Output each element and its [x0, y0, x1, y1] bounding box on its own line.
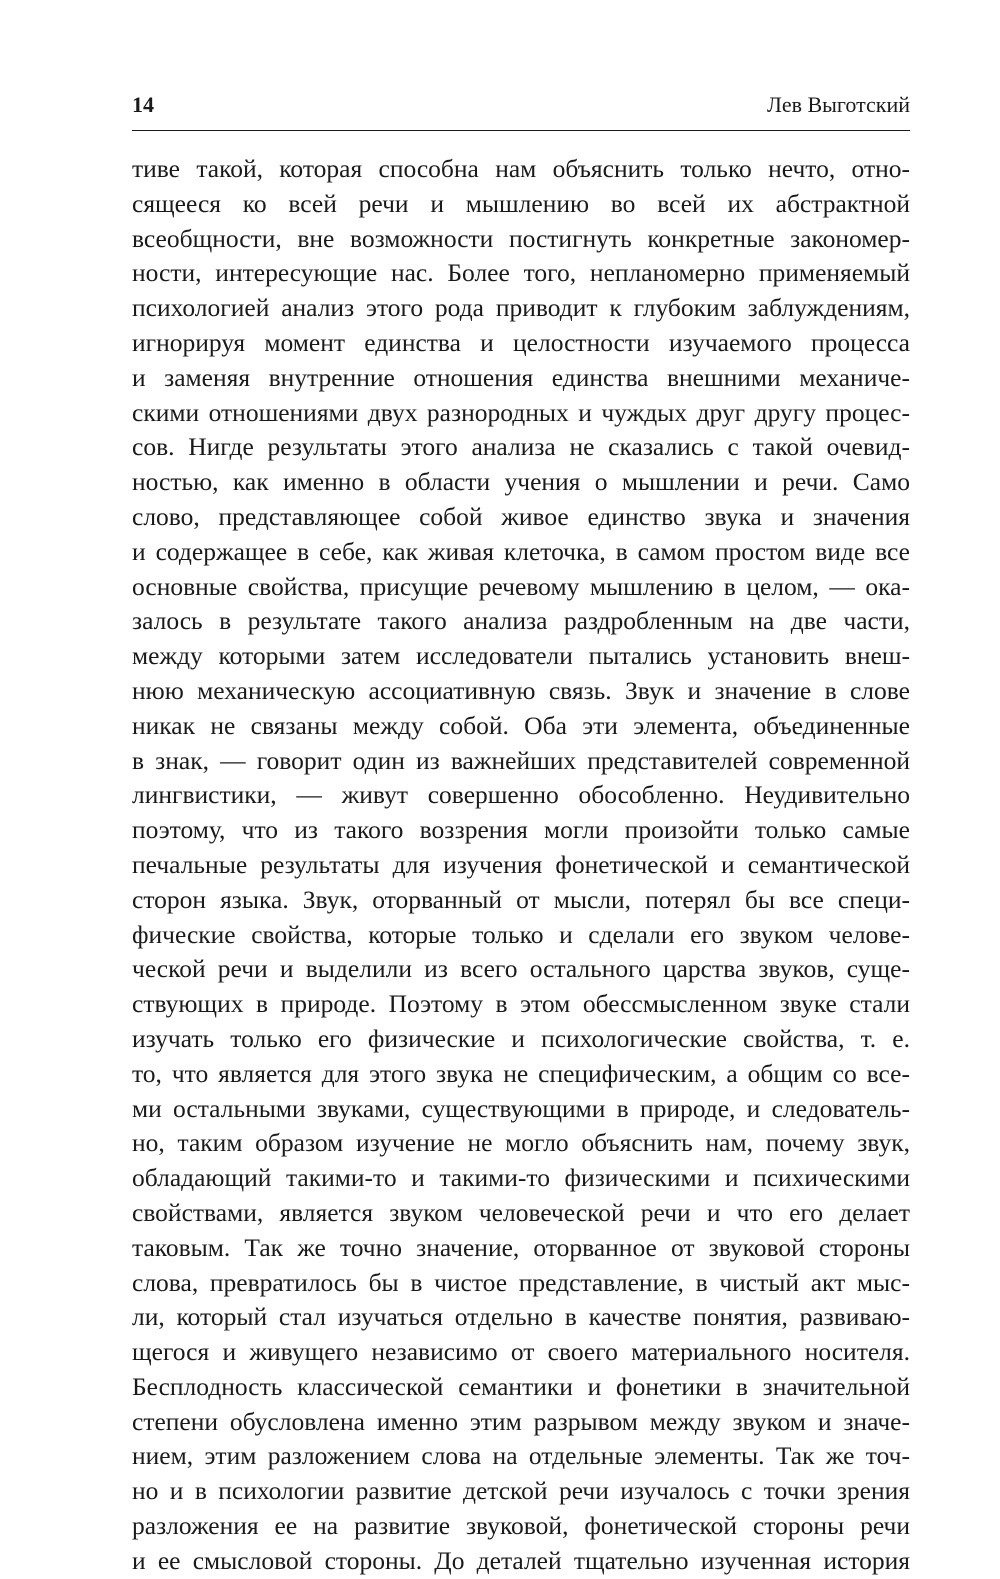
text-line: ностью, как именно в области учения о мышлении и речи. Само	[132, 467, 910, 497]
text-line: залось в результате такого анализа раздробленным на две части,	[132, 606, 910, 636]
text-line: слова, превратилось бы в чистое представление, в чистый акт мыс-	[132, 1267, 910, 1297]
text-line: основные свойства, присущие речевому мышлению в целом, — ока-	[132, 571, 910, 601]
page-header	[132, 90, 910, 131]
text-line: печальные результаты для изучения фонетической и семантической	[132, 849, 910, 879]
text-line: между которыми затем исследователи пытались установить внеш-	[132, 641, 910, 671]
text-line: ности, интересующие нас. Более того, непланомерно применяемый	[132, 258, 910, 288]
text-line: нюю механическую ассоциативную связь. Звук и значение в слове	[132, 675, 910, 705]
text-line: в знак, — говорит один из важнейших представителей современной	[132, 745, 910, 775]
text-line: ми остальными звуками, существующими в природе, и следователь-	[132, 1093, 910, 1123]
text-line: степени обусловлена именно этим разрывом между звуком и значе-	[132, 1406, 910, 1436]
text-line: то, что является для этого звука не специфическим, а общим со все-	[132, 1058, 910, 1088]
text-line: скими отношениями двух разнородных и чуждых друг другу процес-	[132, 397, 910, 427]
text-line: и ее смысловой стороны. До деталей тщательно изученная история	[132, 1545, 910, 1575]
text-line: сторон языка. Звук, оторванный от мысли, потерял бы все специ-	[132, 884, 910, 914]
text-line: Бесплодность классической семантики и фонетики в значительной	[132, 1371, 910, 1401]
text-line: изучать только его физические и психологические свойства, т. е.	[132, 1023, 910, 1053]
text-line: поэтому, что из такого воззрения могли произойти только самые	[132, 815, 910, 845]
text-line: и заменяя внутренние отношения единства внешними механиче-	[132, 362, 910, 392]
text-line: лингвистики, — живут совершенно обособленно. Неудивительно	[132, 780, 910, 810]
text-line: всеобщности, вне возможности постигнуть конкретные закономер-	[132, 223, 910, 253]
text-line: психологией анализ этого рода приводит к глубоким заблуждениям,	[132, 293, 910, 323]
text-line: слово, представляющее собой живое единство звука и значения	[132, 501, 910, 531]
text-line: обладающий такими-то и такими-то физическими и психическими	[132, 1163, 910, 1193]
text-line: тиве такой, которая способна нам объяснить только нечто, отно-	[132, 154, 910, 183]
text-line: но, таким образом изучение не могло объяснить нам, почему звук,	[132, 1128, 910, 1158]
text-line: и содержащее в себе, как живая клеточка, в самом простом виде все	[132, 536, 910, 566]
text-line: никак не связаны между собой. Оба эти элемента, объединенные	[132, 710, 910, 740]
text-line: фические свойства, которые только и сделали его звуком челове-	[132, 919, 910, 949]
text-line: разложения ее на развитие звуковой, фонетической стороны речи	[132, 1511, 910, 1541]
text-line: ческой речи и выделили из всего остального царства звуков, суще-	[132, 954, 910, 984]
text-line: ствующих в природе. Поэтому в этом обессмысленном звуке стали	[132, 989, 910, 1019]
text-line: сов. Нигде результаты этого анализа не сказались с такой очевид-	[132, 432, 910, 462]
text-line: свойствами, является звуком человеческой речи и что его делает	[132, 1197, 910, 1227]
text-line: щегося и живущего независимо от своего материального носителя.	[132, 1337, 910, 1367]
text-line: нием, этим разложением слова на отдельные элементы. Так же точ-	[132, 1441, 910, 1471]
page-number: 14	[132, 92, 154, 117]
text-line: таковым. Так же точно значение, оторванное от звуковой стороны	[132, 1232, 910, 1262]
body-text	[132, 152, 910, 1579]
text-line: сящееся ко всей речи и мышлению во всей их абстрактной	[132, 188, 910, 218]
running-head-author: Лев Выготский	[767, 92, 910, 117]
text-line: но и в психологии развитие детской речи изучалось с точки зрения	[132, 1476, 910, 1506]
text-line: ли, который стал изучаться отдельно в качестве понятия, развиваю-	[132, 1302, 910, 1332]
text-line: игнорируя момент единства и целостности изучаемого процесса	[132, 327, 910, 357]
